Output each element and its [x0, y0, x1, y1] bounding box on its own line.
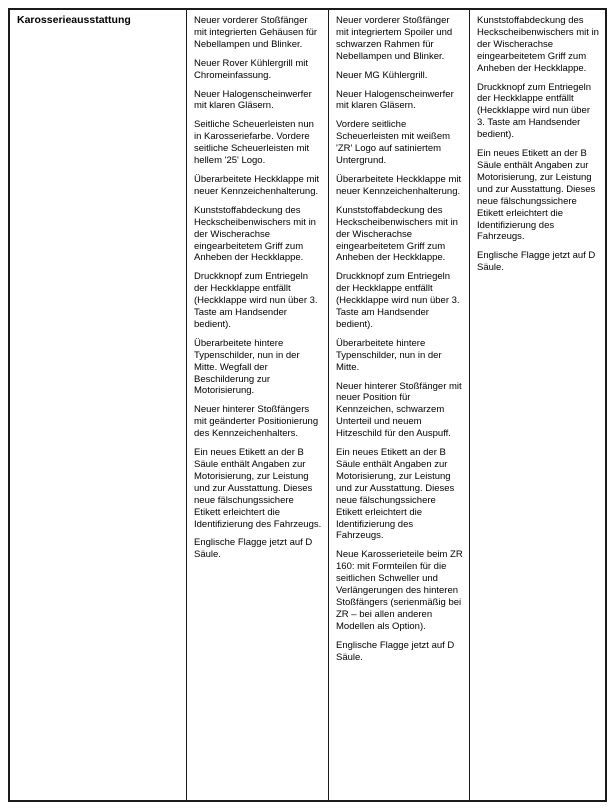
paragraph: Druckknopf zum Entriegeln der Heckklappe entfällt (Heckklappe wird nun über 3. Taste am Handsender bedient).	[336, 271, 460, 330]
paragraph: Neuer Rover Kühlergrill mit Chromeinfassung.	[194, 57, 309, 81]
paragraph: Vordere seitliche Scheuerleisten mit weißem 'ZR' Logo auf satiniertem Untergrund.	[336, 119, 451, 167]
paragraph: Ein neues Etikett an der B Säule enthält Angaben zur Motorisierung, zur Leistung und zur Ausstattung. Dieses neue fälschungssichere Etikett erleichtert die Identifizierung des Fahrzeugs.	[477, 148, 596, 243]
paragraph: Neuer MG Kühlergrill.	[336, 69, 428, 81]
table-cell-mg-column	[328, 10, 469, 800]
row-header-label: Karosserieausstattung	[17, 14, 131, 26]
paragraph: Druckknopf zum Entriegeln der Heckklappe entfällt (Heckklappe wird nun über 3. Taste am Handsender bedient).	[194, 271, 318, 330]
paragraph: Neuer Halogenscheinwerfer mit klaren Gläsern.	[194, 88, 312, 112]
paragraph: Neue Karosserieteile beim ZR 160: mit Formteilen für die seitlichen Schweller und Verlängerungen des hinteren Stoßfängers (serienmäßig bei ZR – bei allen anderen Modellen als Option).	[336, 549, 463, 632]
paragraph: Überarbeitete hintere Typenschilder, nun in der Mitte. Wegfall der Beschilderung zur Motorisierung.	[194, 337, 300, 397]
paragraph: Englische Flagge jetzt auf D Säule.	[336, 639, 455, 663]
table-cell-rover-column	[186, 10, 328, 800]
paragraph: Überarbeitete hintere Typenschilder, nun in der Mitte.	[336, 337, 442, 373]
paragraph: Englische Flagge jetzt auf D Säule.	[477, 250, 596, 274]
paragraph: Neuer vorderer Stoßfänger mit integriertem Spoiler und schwarzen Rahmen für Nebellampen und Blinker.	[336, 15, 453, 62]
paragraph: Druckknopf zum Entriegeln der Heckklappe entfällt (Heckklappe wird nun über 3. Taste am Handsender bedient).	[477, 81, 592, 141]
paragraph: Neuer vorderer Stoßfänger mit integrierten Gehäusen für Nebellampen und Blinker.	[194, 15, 318, 50]
paragraph: Neuer hinterer Stoßfänger mit neuer Position für Kennzeichen, schwarzem Unterteil und neuem Hitzeschild für den Auspuff.	[336, 380, 462, 440]
table-cell-right-column	[469, 10, 605, 800]
paragraph: Kunststoffabdeckung des Heckscheibenwischers mit in der Wischerachse eingearbeitetem Griff zum Anheben der Heckklappe.	[336, 204, 458, 264]
paragraph: Überarbeitete Heckklappe mit neuer Kennzeichenhalterung.	[194, 173, 320, 197]
paragraph: Überarbeitete Heckklappe mit neuer Kennzeichenhalterung.	[336, 173, 462, 197]
paragraph: Neuer hinterer Stoßfängers mit geänderter Positionierung des Kennzeichenhalters.	[194, 404, 319, 440]
paragraph: Kunststoffabdeckung des Heckscheibenwischers mit in der Wischerachse eingearbeitetem Griff zum Anheben der Heckklappe.	[477, 15, 599, 74]
paragraph: Kunststoffabdeckung des Heckscheibenwischers mit in der Wischerachse eingearbeitetem Griff zum Anheben der Heckklappe.	[194, 204, 316, 264]
paragraph: Neuer Halogenscheinwerfer mit klaren Gläsern.	[336, 88, 454, 112]
paragraph: Ein neues Etikett an der B Säule enthält Angaben zur Motorisierung, zur Leistung und zur Ausstattung. Dieses neue fälschungssichere Etikett erleichtert die Identifizierung des Fahrzeugs.	[194, 447, 322, 530]
table-cell-row-header	[10, 10, 186, 800]
paragraph: Seitliche Scheuerleisten nun in Karosseriefarbe. Vordere seitliche Scheuerleisten mit hellem '25' Logo.	[194, 119, 314, 167]
karosserie-table	[8, 8, 607, 802]
paragraph: Englische Flagge jetzt auf D Säule.	[194, 537, 313, 561]
paragraph: Ein neues Etikett an der B Säule enthält Angaben zur Motorisierung, zur Leistung und zur Ausstattung. Dieses neue fälschungssichere Etikett erleichtert die Identifizierung des Fahrzeugs.	[336, 447, 455, 542]
